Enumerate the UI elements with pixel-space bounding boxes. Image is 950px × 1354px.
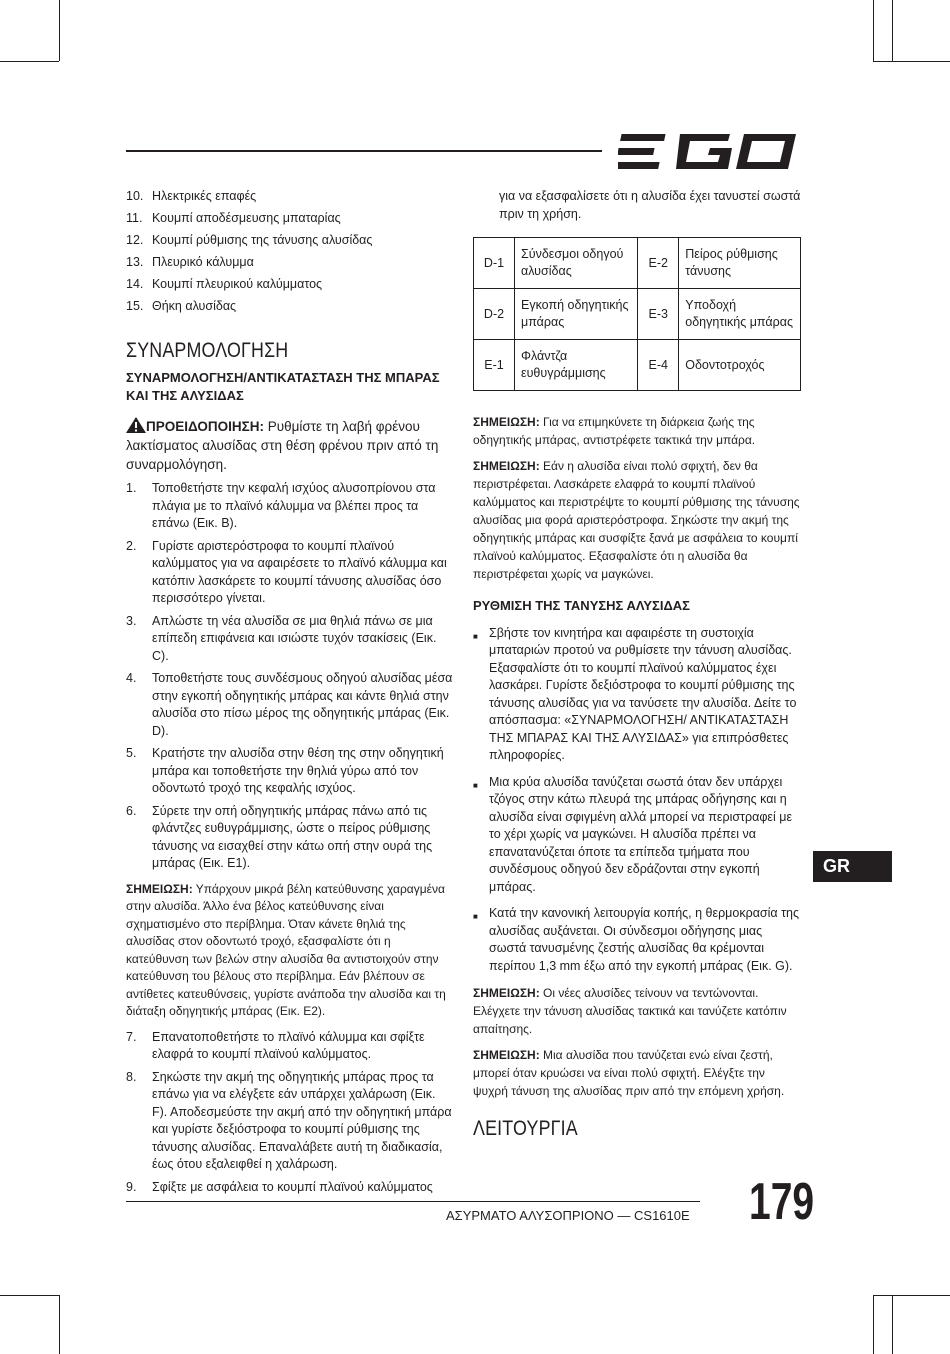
note-direction-arrows: ΣΗΜΕΙΩΣΗ: Υπάρχουν μικρά βέλη κατεύθυνσης χαραγμένα στην αλυσίδα. Άλλο ένα βέλος κατεύθυνσης είναι σχηματισμένο στο περίβλημα. Όταν κάνετε θηλιά της αλυσίδας στον οδοντωτό τροχό, εξασφαλίστε ότι η κατεύθυνση των βελών στην αλυσίδα θα αντιστοιχούν στην κατεύθυνση του βέλους στο περίβλημα. Εάν βλέπουν σε αντίθετες κατευθύνσεις, γυρίστε ανάποδα την αλυσίδα και τη διάταξη οδηγητικής μπάρας (Εικ. E2). — [126, 881, 446, 1018]
list-item: 14. Κουμπί πλευρικού καλύμματος — [126, 277, 323, 291]
table-row — [474, 340, 801, 391]
step-item: 5. Κρατήστε την αλυσίδα στην θέση της στην οδηγητική μπάρα και τοποθετήστε την θηλιά γύρω από τον οδοντωτό τροχό της κεφαλής ισχύος. — [126, 746, 444, 795]
list-item: 15. Θήκη αλυσίδας — [126, 299, 237, 313]
step-item: 8. Σηκώστε την ακμή της οδηγητικής μπάρας προς τα επάνω για να ελέγξετε εάν υπάρχει χαλάρωση (Εικ. F). Αποδεσμεύστε την ακμή από την οδηγητική μπάρα και γυρίστε δεξιόστροφα το κουμπί ρύθμισης της τάνυσης αλυσίδας. Επαναλάβετε αυτή τη διαδικασία, έως ότου εξαλειφθεί η χαλάρωση. — [126, 1069, 452, 1171]
warning-triangle-icon — [126, 417, 146, 433]
step-item: 1. Τοποθετήστε την κεφαλή ισχύος αλυσοπρίονου στα πλάγια με το πλαϊνό κάλυμμα να βλέπει προς τα επάνω (Εικ. B). — [126, 481, 436, 530]
operation-heading: ΛΕΙΤΟΥΡΓΙΑ — [473, 1117, 578, 1140]
footer-rule — [126, 1201, 700, 1202]
table-cell: E-4 — [638, 340, 679, 391]
note-hot-chain: ΣΗΜΕΙΩΣΗ: Μια αλυσίδα που τανύζεται ενώ είναι ζεστή, μπορεί όταν κρυώσει να είναι πολύ σφιχτή. Ελέγξτε την ψυχρή τάνυση της αλυσίδας πριν από την επόμενη χρήση. — [473, 1048, 785, 1098]
step-item: 4. Τοποθετήστε τους συνδέσμους οδηγού αλυσίδας μέσα στην εγκοπή οδηγητικής μπάρας και κάντε θηλιά στην αλυσίδα στο πίσω μέρος της οδηγητικής μπάρας (Εικ. D). — [126, 671, 453, 738]
list-item: 12. Κουμπί ρύθμισης της τάνυσης αλυσίδας — [126, 233, 373, 247]
assembly-steps-continued — [126, 1029, 454, 1197]
table-cell: Φλάντζα ευθυγράμμισης — [515, 340, 638, 391]
bullet-icon: ■ — [473, 780, 478, 790]
right-column — [473, 188, 801, 1148]
table-row — [474, 238, 801, 289]
assembly-heading: ΣΥΝΑΡΜΟΛΟΓΗΣΗ — [126, 338, 289, 362]
step-item: 3. Απλώστε τη νέα αλυσίδα σε μια θηλιά πάνω σε μια επίπεδη επιφάνεια και ισιώστε τυχόν τσακίσεις (Εικ. C). — [126, 613, 437, 663]
bullet-item: ■ Κατά την κανονική λειτουργία κοπής, η θερμοκρασία της αλυσίδας αυξάνεται. Οι σύνδεσμοι οδήγησης μιας σωστά τανυσμένης ζεστής αλυσίδας θα κρέμονται περίπου 1,3 mm έξω από την εγκοπή μπάρας (Εικ. G). — [473, 906, 800, 973]
bullet-icon: ■ — [473, 912, 478, 921]
list-item: 11. Κουμπί αποδέσμευσης μπαταρίας — [126, 211, 341, 225]
header-rule — [126, 150, 602, 152]
crop-mark — [59, 1295, 60, 1354]
ego-logo — [618, 132, 800, 172]
crop-mark — [873, 1295, 950, 1296]
table-cell: Εγκοπή οδηγητικής μπάρας — [515, 289, 638, 340]
note-new-chains: ΣΗΜΕΙΩΣΗ: Οι νέες αλυσίδες τείνουν να τεντώνονται. Ελέγχετε την τάνυση αλυσίδας τακτικά και τανύζετε κατόπιν απαίτησης. — [473, 986, 787, 1036]
step-item: 9. Σφίξτε με ασφάλεια το κουμπί πλαϊνού καλύμματος — [126, 1179, 433, 1194]
table-cell: E-2 — [638, 238, 679, 289]
list-item: 10. Ηλεκτρικές επαφές — [126, 189, 257, 203]
table-cell: Πείρος ρύθμισης τάνυσης — [679, 238, 801, 289]
note-reverse-bar: ΣΗΜΕΙΩΣΗ: Για να επιμηκύνετε τη διάρκεια ζωής της οδηγητικής μπάρας, αντιστρέφετε τακτικά την μπάρα. — [473, 415, 756, 447]
table-cell: D-1 — [474, 238, 515, 289]
crop-mark — [59, 0, 60, 61]
step-continuation: για να εξασφαλίσετε ότι η αλυσίδα έχει τανυστεί σωστά πριν τη χρήση. — [499, 189, 801, 221]
bullet-icon: ■ — [473, 631, 478, 641]
crop-mark — [0, 61, 59, 62]
crop-mark — [0, 1295, 59, 1296]
parts-table — [473, 237, 801, 391]
crop-mark — [873, 61, 950, 62]
footer-text: ΑΣΥΡΜΑΤΟ ΑΛΥΣΟΠΡΙΟΝΟ — CS1610E — [446, 1208, 690, 1223]
left-column — [126, 188, 454, 1201]
list-item: 13. Πλευρικό κάλυμμα — [126, 255, 254, 269]
table-cell: Υποδοχή οδηγητικής μπάρας — [679, 289, 801, 340]
bullet-item: ■ Μια κρύα αλυσίδα τανύζεται σωστά όταν δεν υπάρχει τζόγος στην κάτω πλευρά της μπάρας οδήγησης και η αλυσίδα είναι σφιγμένη αλλά μπορεί να περιστραφεί με το χέρι χωρίς να μαγκώνει. Η αλυσίδα πρέπει να επανατανύζεται όποτε τα επίπεδα τμήματα που συνδέσμους οδηγού δεν εδράζονται στην εγκοπή μπάρας. — [473, 774, 793, 894]
assembly-steps — [126, 480, 454, 873]
crop-mark — [892, 1295, 893, 1354]
step-item: 2. Γυρίστε αριστερόστροφα το κουμπί πλαϊνού καλύμματος για να αφαιρέσετε το πλαϊνό κάλυμμα και κατόπιν λασκάρετε το κουμπί τάνυσης αλυσίδας όσο περισσότερο γίνεται. — [126, 538, 447, 605]
table-cell: Σύνδεσμοι οδηγού αλυσίδας — [515, 238, 638, 289]
tension-heading: ΡΥΘΜΙΣΗ ΤΗΣ ΤΑΝΥΣΗΣ ΑΛΥΣΙΔΑΣ — [473, 598, 690, 613]
note-chain-too-tight: ΣΗΜΕΙΩΣΗ: Εάν η αλυσίδα είναι πολύ σφιχτή, δεν θα περιστρέφεται. Λασκάρετε ελαφρά το κουμπί πλαϊνού καλύμματος και περιστρέψτε το κουμπί ρύθμισης της τάνυσης αλυσίδας μια φορά αριστερόστροφα. Σηκώστε την ακμή της οδηγητικής μπάρας και συσφίξτε ξανά με ασφάλεια το κουμπί πλαϊνού καλύμματος. Εξασφαλίστε ότι η αλυσίδα θα περιστρέφεται χωρίς να μαγκώνει. — [473, 459, 800, 581]
bullet-item: ■ Σβήστε τον κινητήρα και αφαιρέστε τη συστοιχία μπαταριών προτού να ρυθμίσετε την τάνυση αλυσίδας. Εξασφαλίστε ότι το κουμπί πλαϊνού καλύμματος έχει λασκάρει. Γυρίστε δεξιόστροφα το κουμπί ρύθμισης της τάνυσης αλυσίδας για να τανύσετε την αλυσίδα. Δείτε το απόσπασμα: «ΣΥΝΑΡΜΟΛΟΓΗΣΗ/ ΑΝΤΙΚΑΤΑΣΤΑΣΗ ΤΗΣ ΜΠΑΡΑΣ ΚΑΙ ΤΗΣ ΑΛΥΣΙΔΑΣ» για επιπρόσθετες πληροφορίες. — [473, 625, 797, 762]
crop-mark — [873, 1295, 874, 1354]
parts-list — [126, 188, 454, 316]
tension-bullets — [473, 625, 801, 976]
crop-mark — [873, 0, 874, 61]
step-item: 7. Επανατοποθετήστε το πλαϊνό κάλυμμα και σφίξτε ελαφρά το κουμπί πλαϊνού καλύμματος. — [126, 1029, 425, 1061]
table-cell: E-1 — [474, 340, 515, 391]
warning-paragraph: ΠΡΟΕΙΔΟΠΟΙΗΣΗ: Ρυθμίστε τη λαβή φρένου λακτίσματος αλυσίδας στη θέση φρένου πριν από τη συναρμολόγηση. — [126, 419, 439, 472]
step-item: 6. Σύρετε την οπή οδηγητικής μπάρας πάνω από τις φλάντζες ευθυγράμμισης, ώστε ο πείρος ρύθμισης τάνυσης να εισαχθεί στην κάτω οπή στην ουρά της μπάρας (Εικ. E1). — [126, 803, 433, 870]
table-cell: Οδοντοτροχός — [679, 340, 801, 391]
table-cell: D-2 — [474, 289, 515, 340]
table-row — [474, 289, 801, 340]
crop-mark — [892, 0, 893, 61]
table-cell: E-3 — [638, 289, 679, 340]
language-tab: GR — [813, 851, 892, 882]
page-number: 179 — [749, 1173, 815, 1231]
assembly-subheading: ΣΥΝΑΡΜΟΛΟΓΗΣΗ/ΑΝΤΙΚΑΤΑΣΤΑΣΗ ΤΗΣ ΜΠΑΡΑΣ ΚΑΙ ΤΗΣ ΑΛΥΣΙΔΑΣ — [126, 370, 440, 403]
